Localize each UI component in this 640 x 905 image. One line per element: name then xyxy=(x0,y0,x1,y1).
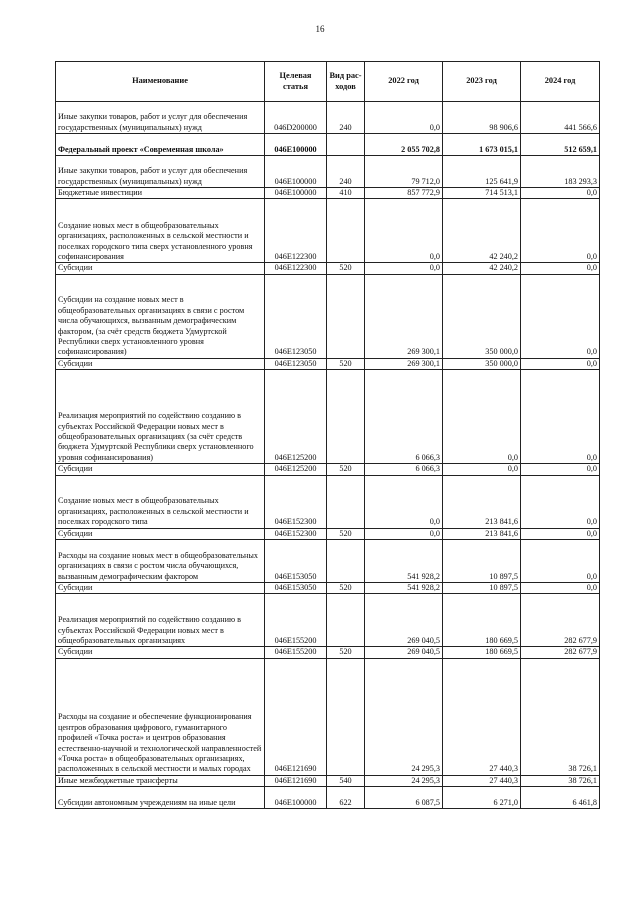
row-2022-cell: 0,0 xyxy=(365,263,443,274)
row-2023-cell: 1 673 015,1 xyxy=(443,134,521,156)
row-2024-cell: 183 293,3 xyxy=(521,156,600,188)
row-2024-cell: 0,0 xyxy=(521,199,600,263)
row-2023-cell: 350 000,0 xyxy=(443,274,521,358)
row-2022-cell: 2 055 702,8 xyxy=(365,134,443,156)
row-name-cell: Иные закупки товаров, работ и услуг для обеспечения государственных (муниципальных) нужд xyxy=(56,102,265,134)
header-2022: 2022 год xyxy=(365,62,443,102)
row-2023-cell: 180 669,5 xyxy=(443,647,521,658)
row-name-cell: Субсидии xyxy=(56,263,265,274)
row-2022-cell: 6 066,3 xyxy=(365,464,443,475)
header-type: Вид рас-ходов xyxy=(327,62,365,102)
row-name-cell: Реализация мероприятий по содействию созданию в субъектах Российской Федерации новых мест в общеобразовательных организациях xyxy=(56,594,265,647)
row-2023-cell: 27 440,3 xyxy=(443,658,521,775)
row-2023-cell: 10 897,5 xyxy=(443,583,521,594)
row-2024-cell: 0,0 xyxy=(521,358,600,369)
row-2024-cell: 0,0 xyxy=(521,540,600,583)
row-name-cell: Субсидии xyxy=(56,528,265,539)
row-2022-cell: 541 928,2 xyxy=(365,583,443,594)
row-2022-cell: 541 928,2 xyxy=(365,540,443,583)
row-type-cell xyxy=(327,658,365,775)
budget-table xyxy=(55,61,600,809)
row-name-cell: Субсидии xyxy=(56,583,265,594)
table-row xyxy=(56,583,600,594)
row-code-cell: 046E152300 xyxy=(265,528,327,539)
table-row xyxy=(56,370,600,464)
table-row xyxy=(56,358,600,369)
table-row xyxy=(56,134,600,156)
row-code-cell: 046E122300 xyxy=(265,199,327,263)
row-name-cell: Субсидии на создание новых мест в общеобразовательных организациях в связи с ростом числа обучающихся, вызванным демографическим фактором, (за счёт средств бюджета Удмуртской Республики сверх установленного уровня софинансирования) xyxy=(56,274,265,358)
table-header-row xyxy=(56,62,600,102)
row-name-cell: Субсидии xyxy=(56,464,265,475)
row-code-cell: 046E123050 xyxy=(265,274,327,358)
row-type-cell: 240 xyxy=(327,156,365,188)
row-name-cell: Создание новых мест в общеобразовательных организациях, расположенных в сельской местности и поселках городского типа сверх установленного уровня софинансирования xyxy=(56,199,265,263)
row-code-cell: 046E123050 xyxy=(265,358,327,369)
table-row xyxy=(56,594,600,647)
row-code-cell: 046E100000 xyxy=(265,787,327,809)
row-2024-cell: 38 726,1 xyxy=(521,775,600,786)
row-type-cell xyxy=(327,199,365,263)
row-type-cell xyxy=(327,540,365,583)
row-2024-cell: 0,0 xyxy=(521,274,600,358)
row-2022-cell: 269 040,5 xyxy=(365,594,443,647)
row-name-cell: Расходы на создание новых мест в общеобразовательных организациях в связи с ростом числа обучающихся, вызванным демографическим фактором xyxy=(56,540,265,583)
row-2022-cell: 269 040,5 xyxy=(365,647,443,658)
row-2022-cell: 6 087,5 xyxy=(365,787,443,809)
row-2024-cell: 0,0 xyxy=(521,528,600,539)
table-row xyxy=(56,787,600,809)
page-number: 16 xyxy=(315,24,325,34)
table-row xyxy=(56,156,600,188)
row-code-cell: 046E153050 xyxy=(265,583,327,594)
row-2023-cell: 125 641,9 xyxy=(443,156,521,188)
row-2024-cell: 0,0 xyxy=(521,370,600,464)
row-2022-cell: 269 300,1 xyxy=(365,274,443,358)
row-code-cell: 046E100000 xyxy=(265,188,327,199)
table-row xyxy=(56,188,600,199)
row-2024-cell: 0,0 xyxy=(521,188,600,199)
row-2023-cell: 27 440,3 xyxy=(443,775,521,786)
row-2022-cell: 0,0 xyxy=(365,102,443,134)
row-type-cell xyxy=(327,134,365,156)
row-2022-cell: 857 772,9 xyxy=(365,188,443,199)
row-2024-cell: 38 726,1 xyxy=(521,658,600,775)
row-type-cell: 520 xyxy=(327,528,365,539)
table-body xyxy=(56,102,600,809)
row-name-cell: Иные закупки товаров, работ и услуг для обеспечения государственных (муниципальных) нужд xyxy=(56,156,265,188)
row-code-cell: 046E155200 xyxy=(265,647,327,658)
row-2022-cell: 0,0 xyxy=(365,199,443,263)
header-2024: 2024 год xyxy=(521,62,600,102)
row-code-cell: 046E121690 xyxy=(265,658,327,775)
table-row xyxy=(56,274,600,358)
row-2024-cell: 0,0 xyxy=(521,583,600,594)
row-type-cell: 240 xyxy=(327,102,365,134)
row-2024-cell: 282 677,9 xyxy=(521,647,600,658)
row-type-cell xyxy=(327,475,365,528)
header-2023: 2023 год xyxy=(443,62,521,102)
row-name-cell: Реализация мероприятий по содействию созданию в субъектах Российской Федерации новых мест в общеобразовательных организациях (за счёт средств бюджета Удмуртской Республики сверх установленного уровня софинансирования) xyxy=(56,370,265,464)
row-2022-cell: 0,0 xyxy=(365,528,443,539)
table-row xyxy=(56,658,600,775)
row-2023-cell: 213 841,6 xyxy=(443,475,521,528)
row-name-cell: Субсидии xyxy=(56,647,265,658)
row-2023-cell: 350 000,0 xyxy=(443,358,521,369)
row-2024-cell: 6 461,8 xyxy=(521,787,600,809)
row-type-cell: 622 xyxy=(327,787,365,809)
row-code-cell: 046D200000 xyxy=(265,102,327,134)
row-code-cell: 046E100000 xyxy=(265,134,327,156)
row-name-cell: Федеральный проект «Современная школа» xyxy=(56,134,265,156)
table-row xyxy=(56,775,600,786)
row-code-cell: 046E122300 xyxy=(265,263,327,274)
row-2022-cell: 24 295,3 xyxy=(365,775,443,786)
row-code-cell: 046E121690 xyxy=(265,775,327,786)
row-type-cell: 520 xyxy=(327,647,365,658)
row-2023-cell: 42 240,2 xyxy=(443,199,521,263)
row-type-cell xyxy=(327,370,365,464)
row-2022-cell: 269 300,1 xyxy=(365,358,443,369)
table-row xyxy=(56,647,600,658)
row-2024-cell: 282 677,9 xyxy=(521,594,600,647)
row-2023-cell: 714 513,1 xyxy=(443,188,521,199)
row-name-cell: Создание новых мест в общеобразовательных организациях, расположенных в сельской местности и поселках городского типа xyxy=(56,475,265,528)
row-2023-cell: 98 906,6 xyxy=(443,102,521,134)
row-code-cell: 046E125200 xyxy=(265,370,327,464)
table-row xyxy=(56,464,600,475)
table-row xyxy=(56,528,600,539)
row-code-cell: 046E125200 xyxy=(265,464,327,475)
row-2024-cell: 512 659,1 xyxy=(521,134,600,156)
row-2022-cell: 79 712,0 xyxy=(365,156,443,188)
row-type-cell: 540 xyxy=(327,775,365,786)
row-type-cell: 520 xyxy=(327,464,365,475)
row-type-cell: 520 xyxy=(327,358,365,369)
row-name-cell: Бюджетные инвестиции xyxy=(56,188,265,199)
row-2024-cell: 0,0 xyxy=(521,475,600,528)
row-2022-cell: 6 066,3 xyxy=(365,370,443,464)
row-type-cell: 410 xyxy=(327,188,365,199)
row-2024-cell: 0,0 xyxy=(521,263,600,274)
row-code-cell: 046E155200 xyxy=(265,594,327,647)
row-2024-cell: 441 566,6 xyxy=(521,102,600,134)
header-code: Целевая статья xyxy=(265,62,327,102)
row-2022-cell: 24 295,3 xyxy=(365,658,443,775)
table-row xyxy=(56,475,600,528)
row-type-cell xyxy=(327,274,365,358)
row-2023-cell: 213 841,6 xyxy=(443,528,521,539)
row-2023-cell: 10 897,5 xyxy=(443,540,521,583)
row-2023-cell: 0,0 xyxy=(443,370,521,464)
row-type-cell xyxy=(327,594,365,647)
table-row xyxy=(56,263,600,274)
row-type-cell: 520 xyxy=(327,263,365,274)
row-code-cell: 046E152300 xyxy=(265,475,327,528)
row-code-cell: 046E153050 xyxy=(265,540,327,583)
table-row xyxy=(56,540,600,583)
row-2024-cell: 0,0 xyxy=(521,464,600,475)
row-code-cell: 046E100000 xyxy=(265,156,327,188)
row-name-cell: Иные межбюджетные трансферты xyxy=(56,775,265,786)
header-name: Наименование xyxy=(56,62,265,102)
row-name-cell: Субсидии автономным учреждениям на иные цели xyxy=(56,787,265,809)
row-type-cell: 520 xyxy=(327,583,365,594)
row-name-cell: Субсидии xyxy=(56,358,265,369)
table-row xyxy=(56,199,600,263)
row-2023-cell: 0,0 xyxy=(443,464,521,475)
row-2023-cell: 180 669,5 xyxy=(443,594,521,647)
table-row xyxy=(56,102,600,134)
row-name-cell: Расходы на создание и обеспечение функционирования центров образования цифрового, гуманитарного профилей «Точка роста» и центров образования естественно-научной и технологической направленностей «Точка роста» в общеобразовательных организациях, расположенных в сельской местности и малых городах xyxy=(56,658,265,775)
row-2023-cell: 6 271,0 xyxy=(443,787,521,809)
row-2023-cell: 42 240,2 xyxy=(443,263,521,274)
row-2022-cell: 0,0 xyxy=(365,475,443,528)
